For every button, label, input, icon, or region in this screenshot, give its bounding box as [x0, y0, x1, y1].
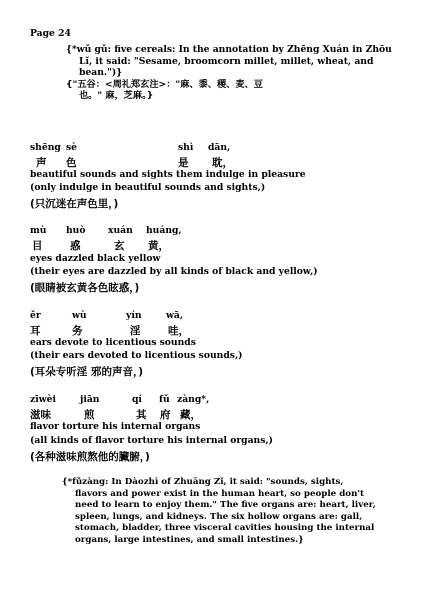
- pinyin: zàng*,: [177, 394, 210, 405]
- gloss: eyes dazzled black yellow: [30, 253, 161, 264]
- translation: (their eyes are dazzled by all kinds of black and yellow,): [30, 266, 318, 277]
- translation: (only indulge in beautiful sounds and sights,): [30, 182, 266, 193]
- pinyin: yín: [126, 310, 142, 321]
- gloss: beautiful sounds and sights them indulge in pleasure: [30, 169, 306, 180]
- note-line: stomach, bladder, three visceral cavities housing the internal: [75, 523, 375, 534]
- pinyin: huò: [66, 225, 86, 236]
- note-line: bean.")}: [79, 67, 123, 79]
- translation: (all kinds of flavor torture his internal organs,): [30, 435, 273, 446]
- hanzi: 滋味: [30, 409, 51, 421]
- hanzi: 耽，: [212, 157, 233, 169]
- pinyin: sè: [66, 142, 78, 153]
- page-number: Page 24: [30, 28, 71, 39]
- pinyin: xuán: [108, 225, 133, 236]
- pinyin: shì: [178, 142, 194, 153]
- note-line: Lǐ, it said: "Sesame, broomcorn millet, millet, wheat, and: [79, 55, 374, 67]
- gloss: ears devote to licentious sounds: [30, 337, 196, 348]
- pinyin: wā,: [166, 310, 184, 321]
- pinyin: shēng: [30, 142, 61, 153]
- chinese-translation: (耳朵专听淫 邪的声音，): [30, 366, 144, 378]
- note-line: {*fǔzàng: In Dàozhì of Zhuāng Zǐ, it said: "sounds, sights,: [62, 477, 344, 487]
- note-line: flavors and power exist in the human heart, so people don't: [75, 488, 365, 499]
- pinyin: fǔ: [159, 394, 170, 405]
- pinyin: huáng,: [146, 225, 182, 236]
- hanzi: 惑: [70, 240, 81, 252]
- gloss: flavor torture his internal organs: [30, 421, 201, 432]
- hanzi: 是: [178, 157, 189, 169]
- pinyin: ěr: [30, 310, 41, 321]
- hanzi: 藏，: [180, 409, 201, 421]
- note-line-chinese: 也。" 麻，芝麻。}: [79, 90, 154, 102]
- note-line: spleen, lungs, and kidneys. The six hollow organs are: gall,: [75, 511, 363, 522]
- hanzi: 府: [160, 409, 171, 421]
- hanzi: 哇，: [168, 325, 189, 337]
- pinyin: zīwèi: [30, 394, 56, 405]
- pinyin: jiān: [80, 394, 100, 405]
- note-five-cereals: [66, 44, 392, 102]
- hanzi: 耳: [30, 325, 41, 337]
- hanzi: 淫: [130, 325, 141, 337]
- note-line: organs, large intestines, and small intestines.}: [75, 534, 304, 545]
- hanzi: 声: [36, 157, 47, 169]
- pinyin: mù: [30, 225, 47, 236]
- hanzi: 色: [66, 157, 77, 169]
- hanzi: 玄: [114, 240, 125, 252]
- note-fuzang: [62, 477, 376, 547]
- chinese-translation: (只沉迷在声色里，): [30, 198, 119, 210]
- hanzi: 目: [32, 240, 43, 252]
- hanzi: 煎: [84, 409, 95, 421]
- chinese-translation: (各种滋味煎熬他的臟腑，): [30, 451, 150, 463]
- hanzi: 黄，: [148, 240, 169, 252]
- hanzi: 其: [136, 409, 147, 421]
- pinyin: dān,: [208, 142, 231, 153]
- note-line: {*wǔ gǔ: five cereals: In the annotation by Zhēng Xuán in Zhōu: [66, 44, 392, 55]
- note-line: need to learn to enjoy them." The five organs are: heart, liver,: [75, 500, 376, 511]
- chinese-translation: (眼睛被玄黄各色眩惑，): [30, 282, 140, 294]
- pinyin: qí: [132, 394, 142, 405]
- hanzi: 务: [72, 325, 83, 337]
- translation: (their ears devoted to licentious sounds,): [30, 350, 243, 361]
- pinyin: wù: [72, 310, 87, 321]
- note-line-chinese: {"五谷：<周礼郑玄注>："麻、黍、稷、麦、豆: [66, 78, 263, 90]
